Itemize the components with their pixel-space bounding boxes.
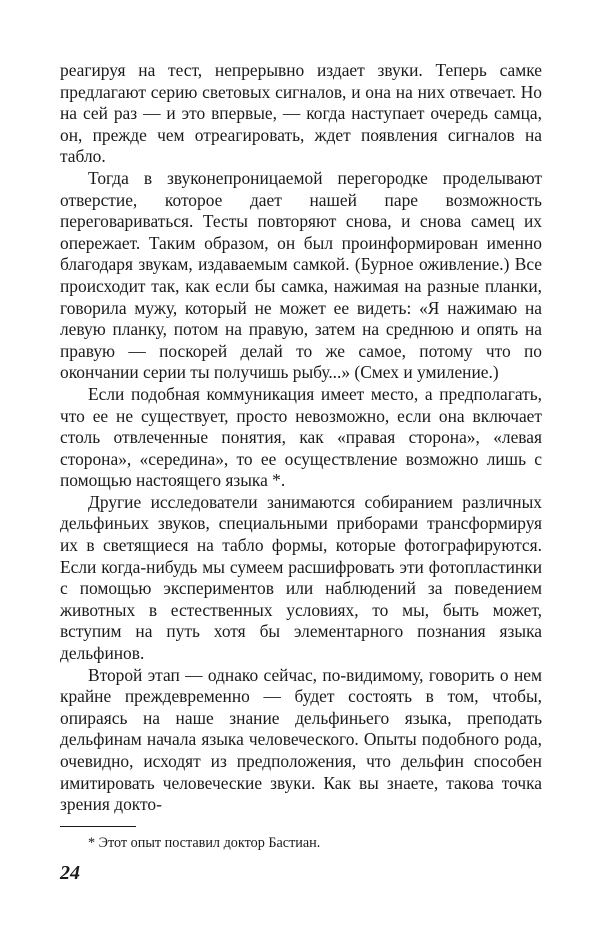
paragraph-3: Если подобная коммуникация имеет место, а предполагать, что ее не существует, просто невозможно, если она включает столь отвлеченные понятия, как «правая сторона», «левая сторона», «середина», то ее осуществление возможно лишь с помощью настоящего языка *.	[60, 383, 542, 491]
footnote: * Этот опыт поставил доктор Бастиан.	[88, 835, 321, 851]
paragraph-4: Другие исследователи занимаются собиранием различных дельфиньих звуков, специальными приборами трансформируя их в светящиеся на табло формы, которые фотографируются. Если когда-нибудь мы сумеем расшифровать эти фотопластинки с помощью экспериментов или наблюдений за поведением животных в естественных условиях, то мы, быть может, вступим на путь хотя бы элементарного познания языка дельфинов.	[60, 491, 542, 664]
paragraph-5: Второй этап — однако сейчас, по-видимому, говорить о нем крайне преждевременно — будет состоять в том, чтобы, опираясь на наше знание дельфиньего языка, преподать дельфинам начала языка человеческого. Опыты подобного рода, очевидно, исходят из предположения, что дельфин способен имитировать человеческие звуки. Как вы знаете, такова точка зрения докто-	[60, 664, 542, 815]
page-number: 24	[60, 862, 80, 884]
paragraph-2: Тогда в звуконепроницаемой перегородке проделывают отверстие, которое дает нашей паре возможность переговариваться. Тесты повторяют снова, и снова самец их опережает. Таким образом, он был проинформирован именно благодаря звукам, издаваемым самкой. (Бурное оживление.) Все происходит так, как если бы самка, нажимая на разные планки, говорила мужу, который не может ее видеть: «Я нажимаю на левую планку, потом на правую, затем на среднюю и опять на правую — поскорей делай то же самое, потому что по окончании серии ты получишь рыбу...» (Смех и умиление.)	[60, 167, 542, 383]
page-body	[60, 60, 542, 816]
footnote-divider	[60, 826, 136, 827]
paragraph-1: реагируя на тест, непрерывно издает звуки. Теперь самке предлагают серию световых сигналов, и она на них отвечает. Но на сей раз — и это впервые, — когда наступает очередь самца, он, прежде чем отреагировать, ждет появления сигналов на табло.	[60, 60, 542, 167]
